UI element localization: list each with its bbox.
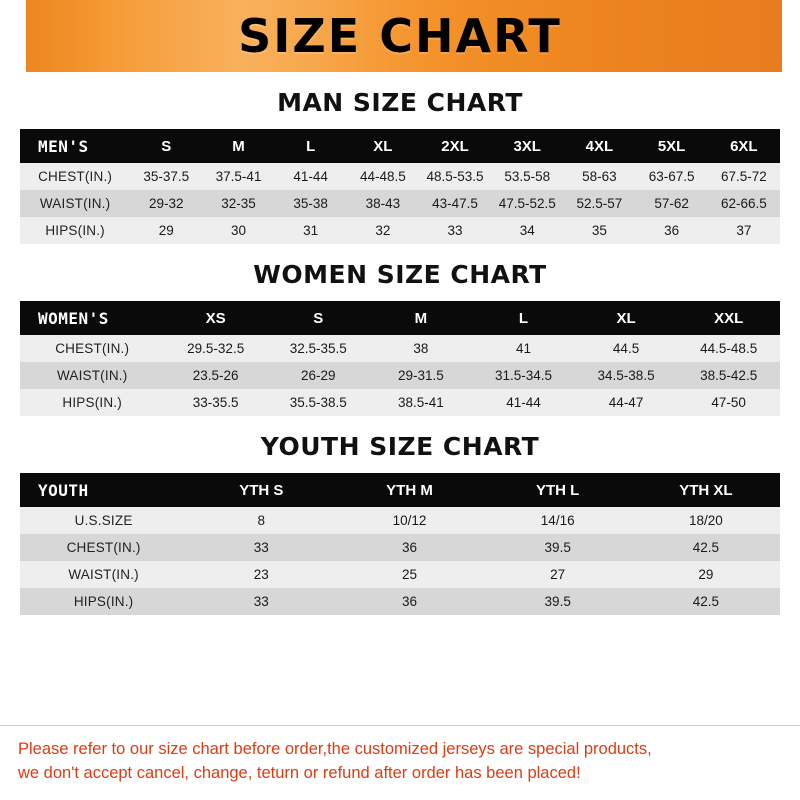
column-header: XXL	[677, 301, 780, 335]
column-header: 4XL	[563, 129, 635, 163]
cell: 33	[187, 588, 335, 615]
section-women	[20, 260, 780, 416]
footer-line-1: Please refer to our size chart before order,the customized jerseys are special products,	[18, 740, 652, 759]
cell: 39.5	[484, 588, 632, 615]
column-header: 5XL	[636, 129, 708, 163]
row-label: WAIST(IN.)	[20, 561, 187, 588]
cell: 67.5-72	[708, 163, 780, 190]
column-header: YTH L	[484, 473, 632, 507]
footer-line-2: we don't accept cancel, change, teturn or refund after order has been placed!	[18, 764, 581, 783]
row-label: CHEST(IN.)	[20, 335, 164, 362]
section-title-women: WOMEN SIZE CHART	[253, 260, 547, 289]
table-row	[20, 534, 780, 561]
cell: 41-44	[275, 163, 347, 190]
row-label: U.S.SIZE	[20, 507, 187, 534]
cell: 33	[419, 217, 491, 244]
table-row	[20, 389, 780, 416]
cell: 47.5-52.5	[491, 190, 563, 217]
cell: 38.5-42.5	[677, 362, 780, 389]
cell: 53.5-58	[491, 163, 563, 190]
row-label: WAIST(IN.)	[20, 190, 130, 217]
cell: 36	[335, 534, 483, 561]
table-row	[20, 362, 780, 389]
cell: 35-37.5	[130, 163, 202, 190]
section-youth	[20, 432, 780, 615]
cell: 62-66.5	[708, 190, 780, 217]
cell: 29-31.5	[370, 362, 473, 389]
cell: 38.5-41	[370, 389, 473, 416]
row-label: HIPS(IN.)	[20, 389, 164, 416]
cell: 36	[636, 217, 708, 244]
section-title-youth: YOUTH SIZE CHART	[260, 432, 540, 461]
cell: 39.5	[484, 534, 632, 561]
cell: 44.5-48.5	[677, 335, 780, 362]
cell: 31.5-34.5	[472, 362, 575, 389]
cell: 30	[202, 217, 274, 244]
cell: 29.5-32.5	[164, 335, 267, 362]
men-size-table	[20, 129, 780, 244]
table-row	[20, 507, 780, 534]
cell: 10/12	[335, 507, 483, 534]
cell: 23	[187, 561, 335, 588]
table-header-row	[20, 301, 780, 335]
cell: 35.5-38.5	[267, 389, 370, 416]
cell: 33	[187, 534, 335, 561]
cell: 57-62	[636, 190, 708, 217]
column-header: YOUTH	[20, 473, 187, 507]
table-row	[20, 163, 780, 190]
table-row	[20, 190, 780, 217]
row-label: HIPS(IN.)	[20, 588, 187, 615]
cell: 41	[472, 335, 575, 362]
cell: 23.5-26	[164, 362, 267, 389]
cell: 38	[370, 335, 473, 362]
column-header: M	[370, 301, 473, 335]
cell: 58-63	[563, 163, 635, 190]
cell: 44-47	[575, 389, 678, 416]
cell: 44-48.5	[347, 163, 419, 190]
column-header: L	[275, 129, 347, 163]
header-banner	[0, 0, 800, 72]
column-header: XS	[164, 301, 267, 335]
cell: 29	[130, 217, 202, 244]
cell: 42.5	[632, 588, 780, 615]
cell: 37	[708, 217, 780, 244]
table-row	[20, 335, 780, 362]
column-header: YTH S	[187, 473, 335, 507]
column-header: YTH M	[335, 473, 483, 507]
cell: 29	[632, 561, 780, 588]
cell: 8	[187, 507, 335, 534]
column-header: 3XL	[491, 129, 563, 163]
column-header: WOMEN'S	[20, 301, 164, 335]
cell: 38-43	[347, 190, 419, 217]
cell: 18/20	[632, 507, 780, 534]
row-label: CHEST(IN.)	[20, 534, 187, 561]
column-header: XL	[347, 129, 419, 163]
footer-note	[0, 725, 800, 800]
cell: 34	[491, 217, 563, 244]
column-header: MEN'S	[20, 129, 130, 163]
cell: 14/16	[484, 507, 632, 534]
cell: 35	[563, 217, 635, 244]
column-header: S	[267, 301, 370, 335]
cell: 25	[335, 561, 483, 588]
cell: 36	[335, 588, 483, 615]
column-header: 2XL	[419, 129, 491, 163]
column-header: XL	[575, 301, 678, 335]
row-label: WAIST(IN.)	[20, 362, 164, 389]
column-header: M	[202, 129, 274, 163]
cell: 32	[347, 217, 419, 244]
cell: 33-35.5	[164, 389, 267, 416]
cell: 42.5	[632, 534, 780, 561]
table-header-row	[20, 129, 780, 163]
cell: 26-29	[267, 362, 370, 389]
women-size-table	[20, 301, 780, 416]
cell: 27	[484, 561, 632, 588]
cell: 37.5-41	[202, 163, 274, 190]
cell: 47-50	[677, 389, 780, 416]
youth-size-table	[20, 473, 780, 615]
cell: 48.5-53.5	[419, 163, 491, 190]
table-header-row	[20, 473, 780, 507]
cell: 44.5	[575, 335, 678, 362]
cell: 52.5-57	[563, 190, 635, 217]
cell: 35-38	[275, 190, 347, 217]
section-title-men: MAN SIZE CHART	[277, 88, 523, 117]
row-label: HIPS(IN.)	[20, 217, 130, 244]
cell: 43-47.5	[419, 190, 491, 217]
cell: 32.5-35.5	[267, 335, 370, 362]
table-row	[20, 588, 780, 615]
cell: 41-44	[472, 389, 575, 416]
column-header: S	[130, 129, 202, 163]
page-title: SIZE CHART	[238, 9, 562, 63]
column-header: 6XL	[708, 129, 780, 163]
section-men	[20, 88, 780, 244]
cell: 31	[275, 217, 347, 244]
column-header: L	[472, 301, 575, 335]
cell: 63-67.5	[636, 163, 708, 190]
table-row	[20, 561, 780, 588]
column-header: YTH XL	[632, 473, 780, 507]
charts-container	[0, 72, 800, 725]
cell: 32-35	[202, 190, 274, 217]
cell: 34.5-38.5	[575, 362, 678, 389]
row-label: CHEST(IN.)	[20, 163, 130, 190]
cell: 29-32	[130, 190, 202, 217]
table-row	[20, 217, 780, 244]
